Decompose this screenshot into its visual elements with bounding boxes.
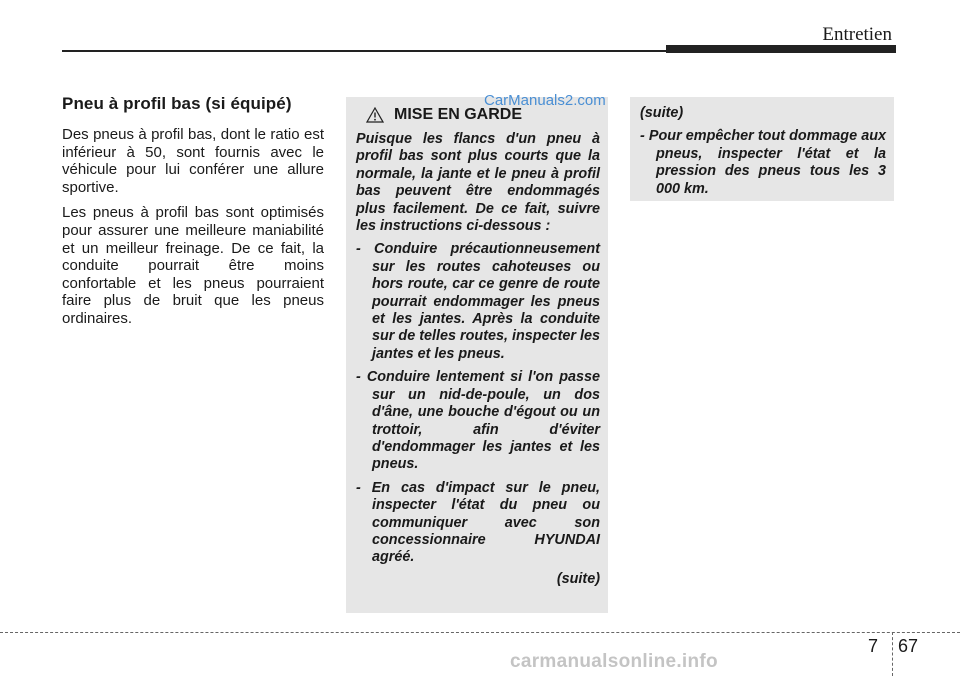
continued-label: (suite) (640, 105, 684, 121)
left-column (62, 94, 324, 336)
header-rule (62, 50, 668, 52)
warning-item: - Conduire précautionneusement sur les routes cahoteuses ou hors route, car ce genre de route pourrait endommager les pneus et les jantes. Après la conduite sur de telles routes, inspecter les jantes et les pneus. (356, 241, 600, 362)
footer-rule (0, 632, 960, 633)
continued-item: - Pour empêcher tout dommage aux pneus, inspecter l'état et la pression des pneus tous les 3 000 km. (640, 128, 886, 197)
paragraph: Des pneus à profil bas, dont le ratio est inférieur à 50, sont fournis avec le véhicule pour lui conférer une allure sportive. (62, 126, 324, 196)
page-number: 67 (898, 636, 919, 656)
watermark-top: CarManuals2.com (484, 92, 606, 109)
warning-box (346, 97, 608, 613)
page-number-divider (892, 632, 893, 676)
header-bar (666, 45, 896, 53)
warning-title: MISE EN GARDE (394, 106, 523, 123)
watermark-bottom: carmanualsonline.info (510, 651, 718, 672)
warning-suite-label: (suite) (556, 570, 600, 587)
chapter-number: 7 (868, 636, 879, 656)
section-title: Pneu à profil bas (si équipé) (62, 94, 292, 113)
warning-item: - En cas d'impact sur le pneu, inspecter l'état du pneu ou communiquer avec son concessionnaire HYUNDAI agréé. (356, 479, 600, 566)
warning-intro: Puisque les flancs d'un pneu à profil bas sont plus courts que la normale, la jante et le pneu à profil bas peuvent être endommagés plus facilement. De ce fait, suivre les instructions ci-dessous : (356, 131, 600, 235)
warning-item: - Conduire lentement si l'on passe sur un nid-de-poule, un dos d'âne, une bouche d'égout ou un trottoir, afin d'éviter d'endommager les jantes et les pneus. (356, 369, 600, 473)
paragraph: Les pneus à profil bas sont optimisés pour assurer une meilleure maniabilité et un meilleur freinage. De ce fait, la conduite pourrait être moins confortable et les pneus pourraient faire plus de bruit que les pneus ordinaires. (62, 204, 324, 327)
continued-box (630, 97, 894, 201)
header-title: Entretien (822, 24, 892, 45)
warning-triangle-icon (366, 107, 384, 123)
